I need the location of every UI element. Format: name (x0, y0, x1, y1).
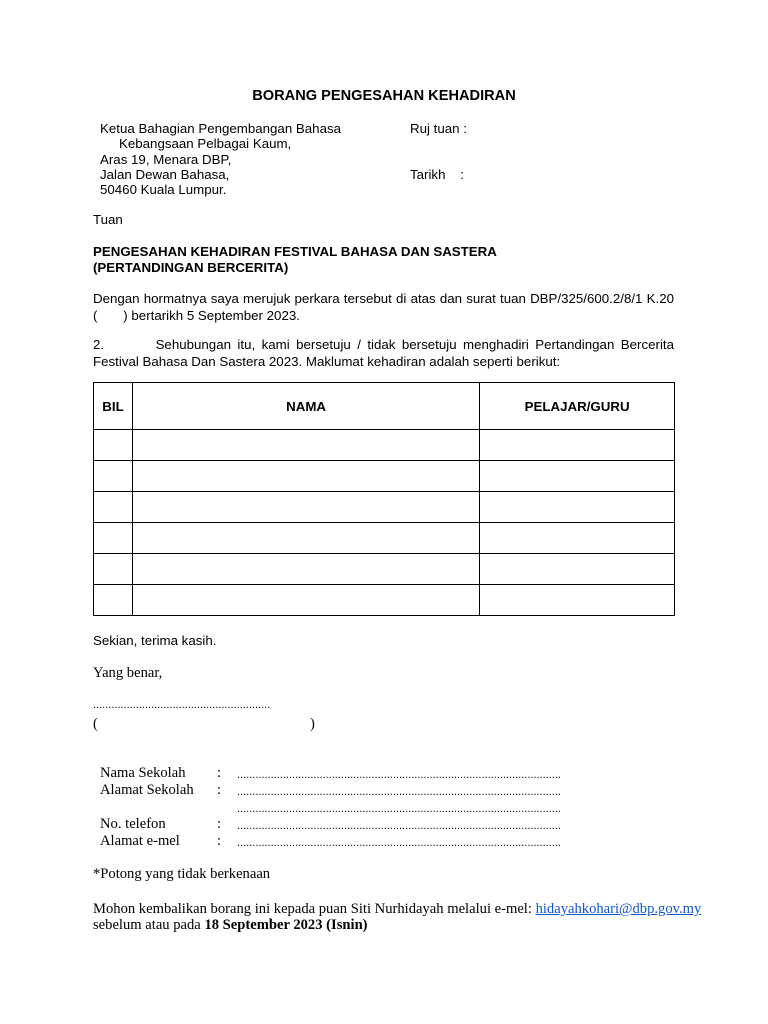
table-row (94, 585, 675, 616)
header-nama: NAMA (132, 383, 479, 430)
school-name-label: Nama Sekolah (100, 765, 186, 781)
school-address-field[interactable]: .......................................................................................................... (237, 786, 561, 798)
return-text: Mohon kembalikan borang ini kepada puan Siti Nurhidayah melalui e-mel: (93, 901, 536, 917)
header-pelajar-guru: PELAJAR/GURU (480, 383, 675, 430)
recipient-line-1: Ketua Bahagian Pengembangan Bahasa (100, 121, 342, 136)
table-cell[interactable] (480, 554, 675, 585)
return-instruction (93, 901, 701, 918)
subject-line-2: (PERTANDINGAN BERCERITA) (93, 260, 289, 275)
recipient-line-3: Aras 19, Menara DBP, (100, 152, 232, 167)
table-header-row (94, 383, 675, 430)
school-address-field-2[interactable]: .......................................................................................................... (237, 803, 561, 815)
footnote: *Potong yang tidak berkenaan (93, 866, 271, 882)
date-label: Tarikh : (410, 167, 464, 182)
header-bil: BIL (94, 383, 133, 430)
table-cell[interactable] (132, 492, 479, 523)
closing-text: Sekian, terima kasih. (93, 633, 217, 648)
form-title: BORANG PENGESAHAN KEHADIRAN (252, 88, 516, 104)
reference-label: Ruj tuan : (410, 121, 467, 136)
table-cell[interactable] (94, 430, 133, 461)
table-cell[interactable] (132, 554, 479, 585)
email-field[interactable]: .......................................................................................................... (237, 837, 561, 849)
table-cell[interactable] (132, 430, 479, 461)
recipient-line-2: Kebangsaan Pelbagai Kaum, (119, 136, 292, 151)
phone-field[interactable]: .......................................................................................................... (237, 820, 561, 832)
yours-truly: Yang benar, (93, 665, 163, 681)
table-row (94, 554, 675, 585)
table-cell[interactable] (94, 461, 133, 492)
table-row (94, 523, 675, 554)
table-cell[interactable] (480, 430, 675, 461)
subject-line-1: PENGESAHAN KEHADIRAN FESTIVAL BAHASA DAN SASTERA (93, 244, 497, 259)
table-row (94, 430, 675, 461)
deadline-line (93, 917, 368, 934)
phone-label: No. telefon (100, 816, 166, 832)
school-address-colon: : (217, 782, 222, 798)
email-colon: : (217, 833, 222, 849)
salutation: Tuan (93, 212, 123, 227)
table-cell[interactable] (94, 554, 133, 585)
name-close-paren: ) (310, 716, 315, 732)
table-cell[interactable] (132, 585, 479, 616)
return-email-link[interactable]: hidayahkohari@dbp.gov.my (535, 901, 702, 917)
email-label: Alamat e-mel (100, 833, 180, 849)
deadline-date: 18 September 2023 (Isnin) (204, 917, 368, 933)
table-cell[interactable] (480, 461, 675, 492)
deadline-prefix: sebelum atau pada (93, 917, 205, 933)
paragraph-reference: Dengan hormatnya saya merujuk perkara tersebut di atas dan surat tuan DBP/325/600.2/8/1 K.20 ( ) bertarikh 5 September 2023. (93, 291, 678, 323)
table-row (94, 492, 675, 523)
table-cell[interactable] (480, 492, 675, 523)
school-name-field[interactable]: .......................................................................................................... (237, 769, 561, 781)
phone-colon: : (217, 816, 222, 832)
table-cell[interactable] (94, 523, 133, 554)
table-cell[interactable] (94, 492, 133, 523)
paragraph-attendance: 2. Sehubungan itu, kami bersetuju / tidak bersetuju menghadiri Pertandingan Bercerita Festival Bahasa Dan Sastera 2023. Maklumat kehadiran adalah seperti berikut: (93, 337, 678, 369)
signature-line[interactable]: .......................................................... (93, 699, 271, 711)
table-cell[interactable] (94, 585, 133, 616)
table-cell[interactable] (480, 585, 675, 616)
table-cell[interactable] (132, 523, 479, 554)
recipient-line-5: 50460 Kuala Lumpur. (100, 182, 227, 197)
table-row (94, 461, 675, 492)
school-address-label: Alamat Sekolah (100, 782, 194, 798)
attendance-table (93, 382, 675, 616)
table-cell[interactable] (480, 523, 675, 554)
name-open-paren: ( (93, 716, 98, 732)
school-name-colon: : (217, 765, 222, 781)
recipient-line-4: Jalan Dewan Bahasa, (100, 167, 230, 182)
table-cell[interactable] (132, 461, 479, 492)
